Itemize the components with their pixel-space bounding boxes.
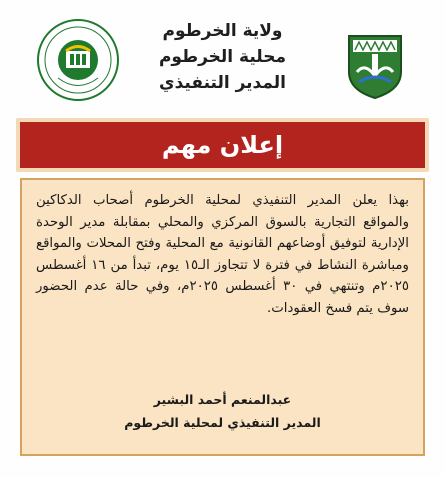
khartoum-locality-seal-icon (36, 18, 120, 102)
important-announcement-banner (16, 118, 429, 172)
signature-title: المدير التنفيذي لمحلية الخرطوم (124, 415, 321, 430)
khartoum-state-emblem-icon (345, 32, 405, 100)
banner-title: إعلان مهم (161, 131, 284, 159)
announcement-text: بهذا يعلن المدير التنفيذي لمحلية الخرطوم أصحاب الدكاكين والمواقع التجارية بالسوق المركزي والمحلي بمقابلة مدير الوحدة الإدارية لتوفيق أوضاعهم القانونية مع المحلية وفتح المحلات والمواقع ومباشرة النشاط في فترة لا تتجاوز الـ١٥ يوم، تبدأ من ١٦ أغسطس ٢٠٢٥م وتنتهي في ٣٠ أغسطس ٢٠٢٥م، وفي حالة عدم الحضور سوف يتم فسخ العقودات. (36, 193, 409, 316)
signature-name: عبدالمنعم أحمد البشير (153, 392, 292, 407)
header-state: ولاية الخرطوم (162, 21, 283, 41)
header-executive-director: المدير التنفيذي (159, 73, 286, 93)
announcement-body (20, 178, 425, 456)
header-locality: محلية الخرطوم (158, 47, 287, 67)
header-title-block (130, 18, 315, 96)
